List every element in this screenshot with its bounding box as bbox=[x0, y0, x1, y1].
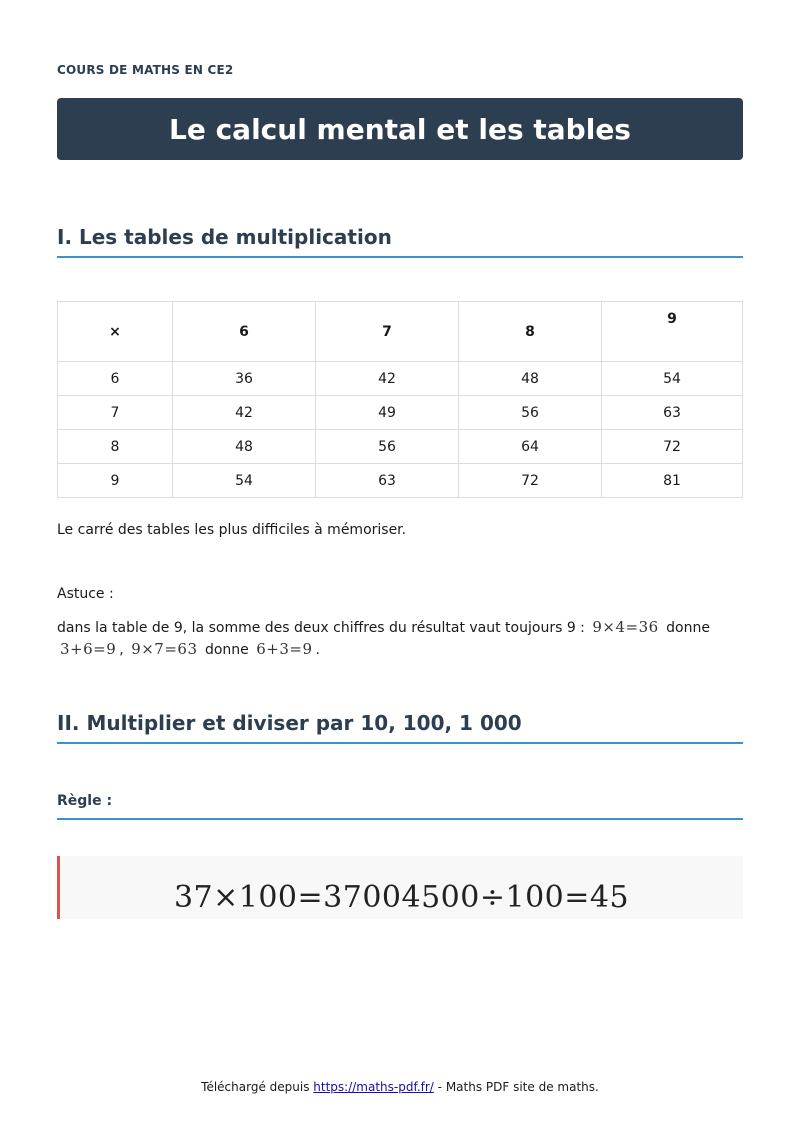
math-expression: 9×7=63 bbox=[131, 640, 198, 658]
math-expression: 9×4=36 bbox=[592, 618, 659, 636]
math-expression: 3+6=9 bbox=[60, 640, 117, 658]
footer-suffix: - Maths PDF site de maths. bbox=[437, 1080, 599, 1094]
table-header-cell: 6 bbox=[173, 302, 316, 362]
table-cell: 49 bbox=[316, 396, 459, 430]
formula-box bbox=[57, 856, 743, 919]
section-title-multiply-divide: II. Multiplier et diviser par 10, 100, 1 000 bbox=[57, 711, 743, 744]
table-header-cell: 7 bbox=[316, 302, 459, 362]
multiplication-table bbox=[57, 301, 743, 498]
table-cell: 56 bbox=[459, 396, 602, 430]
table-cell: 7 bbox=[58, 396, 173, 430]
math-expression: 6+3=9 bbox=[256, 640, 313, 658]
table-cell: 9 bbox=[58, 464, 173, 498]
table-cell: 72 bbox=[459, 464, 602, 498]
tip-label: Astuce : bbox=[57, 586, 114, 602]
table-cell: 63 bbox=[316, 464, 459, 498]
table-cell: 72 bbox=[602, 430, 743, 464]
table-cell: 54 bbox=[173, 464, 316, 498]
footer bbox=[0, 1080, 800, 1094]
tip-text bbox=[57, 617, 747, 661]
title-banner bbox=[57, 98, 743, 160]
table-header-cell: 9 bbox=[602, 302, 743, 362]
page-title: Le calcul mental et les tables bbox=[169, 112, 631, 146]
table-cell: 81 bbox=[602, 464, 743, 498]
tip-text-part: . bbox=[315, 642, 320, 658]
table-row bbox=[58, 396, 743, 430]
table-cell: 56 bbox=[316, 430, 459, 464]
tip-text-part: , bbox=[119, 642, 124, 658]
section-title-tables: I. Les tables de multiplication bbox=[57, 225, 743, 258]
table-row bbox=[58, 362, 743, 396]
table-header-cell: × bbox=[58, 302, 173, 362]
table-cell: 42 bbox=[173, 396, 316, 430]
table-cell: 48 bbox=[173, 430, 316, 464]
table-cell: 36 bbox=[173, 362, 316, 396]
table-cell: 63 bbox=[602, 396, 743, 430]
table-header-row bbox=[58, 302, 743, 362]
table-cell: 42 bbox=[316, 362, 459, 396]
formula: 37×100=37004500÷100=45 bbox=[173, 880, 630, 915]
table-cell: 54 bbox=[602, 362, 743, 396]
tip-text-part: dans la table de 9, la somme des deux chiffres du résultat vaut toujours 9 : bbox=[57, 620, 585, 636]
rule-label: Règle : bbox=[57, 793, 743, 820]
table-header-cell: 8 bbox=[459, 302, 602, 362]
tip-text-part: donne bbox=[666, 620, 710, 636]
table-cell: 6 bbox=[58, 362, 173, 396]
course-label: COURS DE MATHS EN CE2 bbox=[57, 63, 234, 77]
table-row bbox=[58, 464, 743, 498]
table-row bbox=[58, 430, 743, 464]
tip-text-part: donne bbox=[204, 642, 249, 658]
table-cell: 64 bbox=[459, 430, 602, 464]
table-cell: 48 bbox=[459, 362, 602, 396]
table-cell: 8 bbox=[58, 430, 173, 464]
table-caption: Le carré des tables les plus difficiles à mémoriser. bbox=[57, 522, 407, 538]
footer-prefix: Téléchargé depuis bbox=[201, 1080, 310, 1094]
footer-link[interactable]: https://maths-pdf.fr/ bbox=[313, 1080, 434, 1094]
